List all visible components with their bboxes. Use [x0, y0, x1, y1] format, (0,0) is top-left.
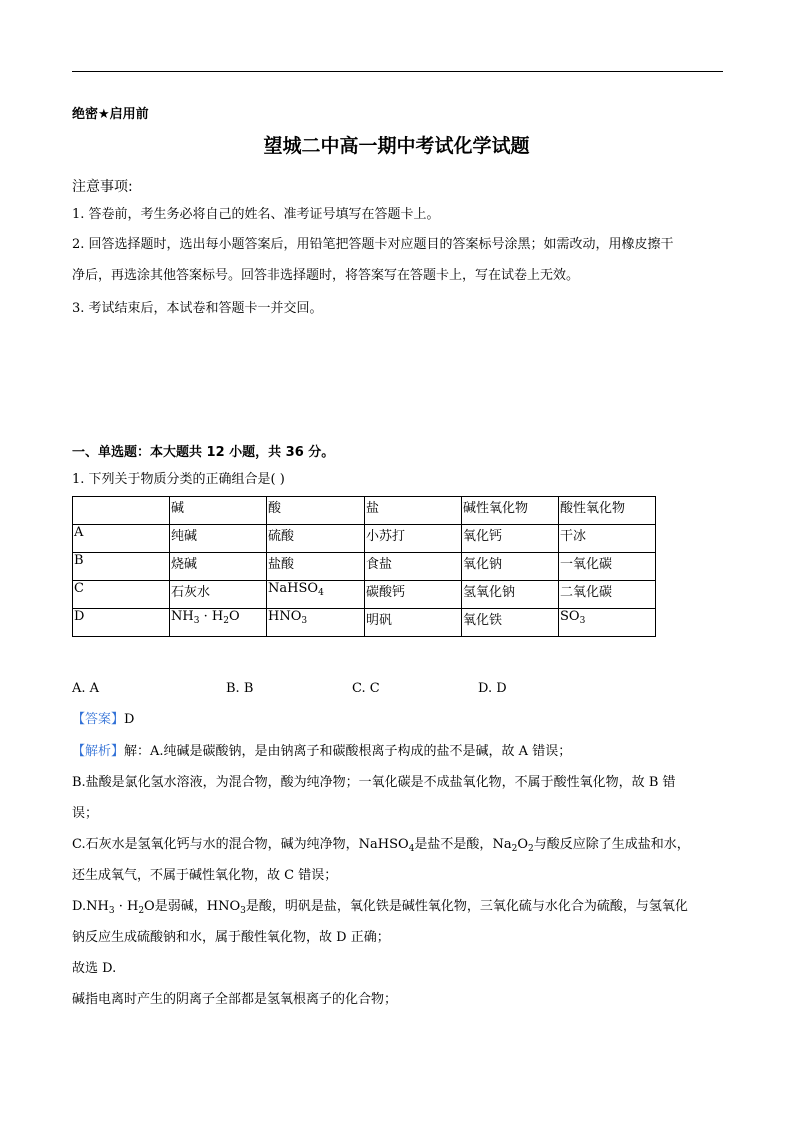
table-cell: 氢氧化钠: [462, 581, 559, 609]
option-a[interactable]: A. A: [72, 681, 100, 696]
table-cell: 二氧化碳: [559, 581, 656, 609]
table-header-cell: 酸性氧化物: [559, 497, 656, 525]
page-title: 望城二中高一期中考试化学试题: [263, 135, 530, 157]
analysis-text: 解：A.纯碱是碳酸钠，是由钠离子和碳酸根离子构成的盐不是碱，故 A 错误；: [124, 744, 572, 759]
table-cell: D: [73, 609, 170, 637]
notice-item-3: 3. 考试结束后，本试卷和答题卡一并交回。: [72, 301, 323, 316]
answer-tag: 【答案】: [72, 712, 125, 727]
table-cell: 烧碱: [170, 553, 267, 581]
table-cell: 干冰: [559, 525, 656, 553]
table-cell: C: [73, 581, 170, 609]
table-cell: $NH_3 \cdot H_2O$: [170, 609, 267, 637]
table-cell: NaHSO$_4$: [267, 581, 365, 609]
table-row: [73, 525, 656, 553]
analysis-line-4: [72, 836, 690, 854]
analysis-line-5: 还生成氧气，不属于碱性氧化物，故 C 错误；: [72, 868, 338, 883]
table-row: [73, 609, 656, 637]
analysis-text: D.: [72, 899, 87, 914]
table-cell: B: [73, 553, 170, 581]
table-cell: 一氧化碳: [559, 553, 656, 581]
option-b[interactable]: B. B: [226, 681, 254, 696]
formula-ammonia: $NH_3 \cdot H_2O$: [86, 899, 155, 916]
notice-item-1: 1. 答卷前，考生务必将自己的姓名、准考证号填写在答题卡上。: [72, 207, 440, 222]
option-d[interactable]: D. D: [478, 681, 507, 696]
table-header-row: [73, 497, 656, 525]
answer-line: [72, 711, 134, 729]
table-cell: 食盐: [365, 553, 462, 581]
analysis-text: 与酸反应除了生成盐和水，: [533, 837, 690, 852]
analysis-text: C.石灰水是氢氧化钙与水的混合物，碱为纯净物，: [72, 837, 359, 852]
table-row: [73, 553, 656, 581]
analysis-line-6: [72, 898, 688, 916]
analysis-tag: 【解析】: [72, 744, 125, 759]
classification-table: [72, 496, 656, 637]
option-c[interactable]: C. C: [352, 681, 380, 696]
analysis-text: 是盐不是酸，: [414, 837, 493, 852]
question-stem: 1. 下列关于物质分类的正确组合是( ): [72, 472, 285, 487]
formula-nahso4: NaHSO$_4$: [358, 837, 415, 854]
formula-hno3: $HNO_3$: [206, 899, 246, 916]
table-cell: $HNO_3$: [267, 609, 365, 637]
table-row: [73, 581, 656, 609]
analysis-line-9: 碱指电离时产生的阴离子全部都是氢氧根离子的化合物；: [72, 992, 398, 1007]
table-header-cell: 碱性氧化物: [462, 497, 559, 525]
analysis-line-7: 钠反应生成硫酸钠和水，属于酸性氧化物，故 D 正确；: [72, 930, 390, 945]
table-cell: 明矾: [365, 609, 462, 637]
secret-label: 绝密★启用前: [72, 107, 149, 122]
table-header-cell: 碱: [170, 497, 267, 525]
table-header-cell: 酸: [267, 497, 365, 525]
table-cell: 纯碱: [170, 525, 267, 553]
formula-na2o2: $Na_2O_2$: [492, 837, 534, 854]
notice-item-2: 2. 回答选择题时，选出每小题答案后，用铅笔把答题卡对应题目的答案标号涂黑；如需改动，用橡皮擦干: [72, 237, 674, 252]
notice-item-2-cont: 净后，再选涂其他答案标号。回答非选择题时，将答案写在答题卡上，写在试卷上无效。: [72, 268, 580, 283]
analysis-text: 是酸，明矾是盐，氧化铁是碱性氧化物，三氧化硫与水化合为硫酸，与氢氧化: [245, 899, 688, 914]
table-cell: 氧化钠: [462, 553, 559, 581]
table-cell: 小苏打: [365, 525, 462, 553]
analysis-line-3: 误；: [72, 806, 99, 821]
notice-heading: 注意事项:: [72, 179, 133, 195]
table-cell: 氧化铁: [462, 609, 559, 637]
answer-value: D: [124, 712, 135, 727]
table-header-cell: [73, 497, 170, 525]
analysis-line-8: 故选 D.: [72, 961, 117, 976]
analysis-line-2: B.盐酸是氯化氢水溶液，为混合物，酸为纯净物；一氧化碳是不成盐氧化物，不属于酸性氧化物，故 B 错: [72, 775, 676, 790]
table-cell: 盐酸: [267, 553, 365, 581]
table-cell: A: [73, 525, 170, 553]
table-cell: 石灰水: [170, 581, 267, 609]
section-title: 一、单选题：本大题共 12 小题，共 36 分。: [72, 445, 335, 460]
analysis-text: 是弱碱，: [154, 899, 207, 914]
table-cell: 碳酸钙: [365, 581, 462, 609]
table-cell: 硫酸: [267, 525, 365, 553]
table-cell: 氧化钙: [462, 525, 559, 553]
table-header-cell: 盐: [365, 497, 462, 525]
analysis-line-1: [72, 743, 571, 761]
table-cell: $SO_3$: [559, 609, 656, 637]
top-rule: [72, 71, 723, 72]
